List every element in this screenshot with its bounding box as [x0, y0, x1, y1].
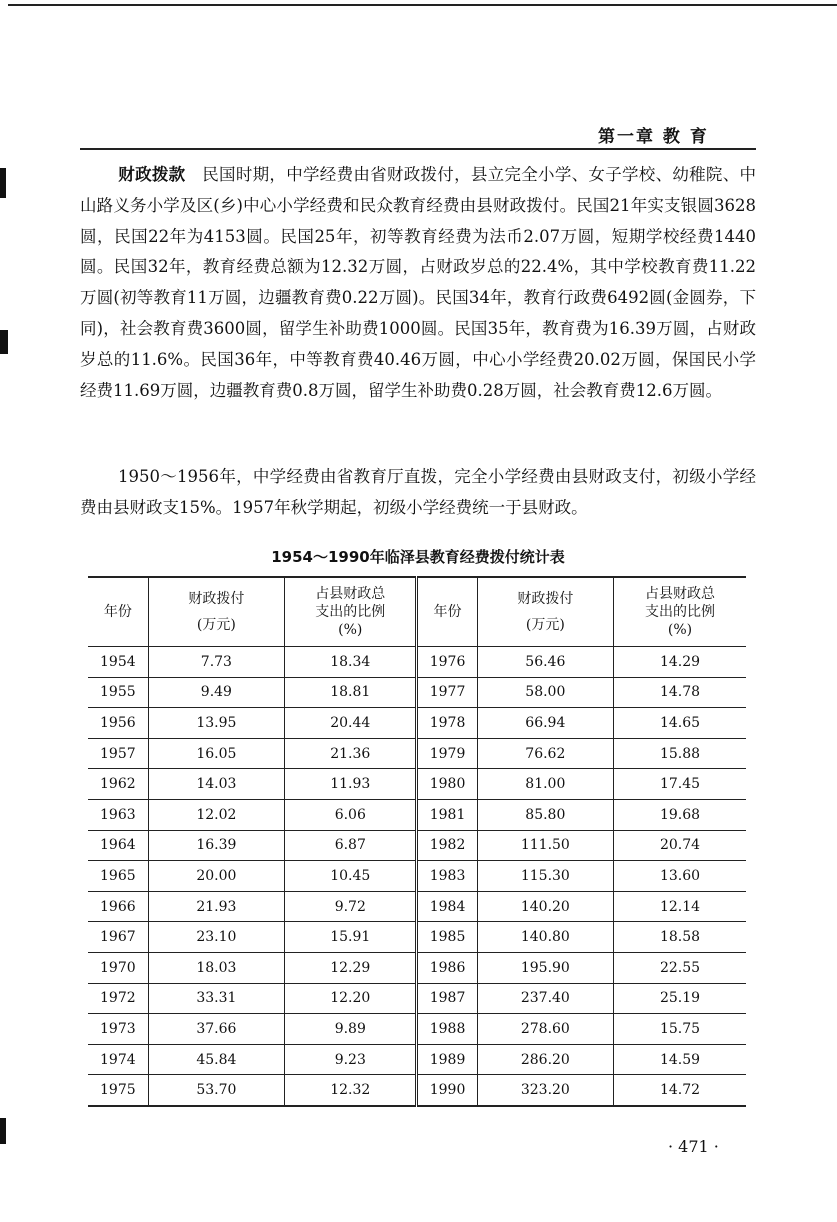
cell-percentage: 14.65	[614, 708, 746, 739]
cell-year: 1964	[88, 830, 148, 861]
cell-amount: 21.93	[148, 891, 284, 922]
cell-amount: 111.50	[477, 830, 613, 861]
table-title: 1954～1990年临泽县教育经费拨付统计表	[271, 548, 565, 566]
cell-year: 1974	[88, 1044, 148, 1075]
cell-percentage: 21.36	[285, 738, 417, 769]
cell-amount: 237.40	[477, 983, 613, 1014]
cell-amount: 195.90	[477, 952, 613, 983]
cell-percentage: 20.74	[614, 830, 746, 861]
table-row	[88, 861, 746, 892]
binding-mark	[0, 168, 6, 198]
cell-percentage: 18.81	[285, 677, 417, 708]
page-number: · 471 ·	[668, 1137, 719, 1156]
table-row	[88, 769, 746, 800]
header-year: 年份	[417, 577, 477, 647]
cell-percentage: 20.44	[285, 708, 417, 739]
cell-percentage: 12.14	[614, 891, 746, 922]
cell-year: 1975	[88, 1075, 148, 1106]
cell-percentage: 12.29	[285, 952, 417, 983]
cell-percentage: 22.55	[614, 952, 746, 983]
cell-year: 1970	[88, 952, 148, 983]
cell-percentage: 9.23	[285, 1044, 417, 1075]
cell-amount: 14.03	[148, 769, 284, 800]
binding-mark	[0, 330, 8, 354]
cell-amount: 115.30	[477, 861, 613, 892]
cell-amount: 9.49	[148, 677, 284, 708]
cell-amount: 85.80	[477, 799, 613, 830]
cell-amount: 140.20	[477, 891, 613, 922]
header-percentage: 占县财政总 支出的比例 (%)	[614, 577, 746, 647]
table-row	[88, 799, 746, 830]
cell-amount: 7.73	[148, 647, 284, 678]
cell-year: 1990	[417, 1075, 477, 1106]
cell-amount: 13.95	[148, 708, 284, 739]
cell-amount: 18.03	[148, 952, 284, 983]
table-header-row	[88, 577, 746, 647]
cell-percentage: 25.19	[614, 983, 746, 1014]
chapter-header-rule	[80, 148, 756, 150]
cell-year: 1980	[417, 769, 477, 800]
table-body	[88, 647, 746, 1106]
cell-amount: 278.60	[477, 1014, 613, 1045]
cell-year: 1982	[417, 830, 477, 861]
cell-amount: 16.39	[148, 830, 284, 861]
cell-year: 1978	[417, 708, 477, 739]
cell-year: 1986	[417, 952, 477, 983]
cell-percentage: 14.78	[614, 677, 746, 708]
cell-amount: 286.20	[477, 1044, 613, 1075]
cell-year: 1977	[417, 677, 477, 708]
cell-amount: 66.94	[477, 708, 613, 739]
paragraph-body: 1950～1956年，中学经费由省教育厅直拨，完全小学经费由县财政支付，初级小学经费由县财政支15%。1957年秋学期起，初级小学经费统一于县财政。	[80, 467, 756, 517]
table-row	[88, 952, 746, 983]
cell-year: 1989	[417, 1044, 477, 1075]
cell-year: 1976	[417, 647, 477, 678]
cell-year: 1955	[88, 677, 148, 708]
education-funding-table	[88, 576, 746, 1107]
cell-amount: 81.00	[477, 769, 613, 800]
cell-amount: 140.80	[477, 922, 613, 953]
cell-year: 1965	[88, 861, 148, 892]
cell-amount: 76.62	[477, 738, 613, 769]
cell-year: 1962	[88, 769, 148, 800]
cell-year: 1985	[417, 922, 477, 953]
cell-percentage: 12.32	[285, 1075, 417, 1106]
cell-year: 1979	[417, 738, 477, 769]
cell-amount: 53.70	[148, 1075, 284, 1106]
cell-amount: 323.20	[477, 1075, 613, 1106]
cell-percentage: 14.72	[614, 1075, 746, 1106]
cell-year: 1983	[417, 861, 477, 892]
cell-percentage: 15.91	[285, 922, 417, 953]
cell-year: 1973	[88, 1014, 148, 1045]
paragraph-lead-term: 财政拨款	[118, 165, 186, 184]
header-year: 年份	[88, 577, 148, 647]
header-amount: 财政拨付 (万元)	[148, 577, 284, 647]
chapter-header: 第一章 教 育	[598, 127, 709, 147]
cell-percentage: 15.75	[614, 1014, 746, 1045]
cell-year: 1966	[88, 891, 148, 922]
binding-mark	[0, 1118, 6, 1144]
table-row	[88, 1014, 746, 1045]
table-row	[88, 647, 746, 678]
cell-amount: 33.31	[148, 983, 284, 1014]
top-border-line	[8, 4, 837, 6]
cell-year: 1956	[88, 708, 148, 739]
cell-year: 1988	[417, 1014, 477, 1045]
table-row	[88, 708, 746, 739]
cell-year: 1957	[88, 738, 148, 769]
cell-percentage: 6.06	[285, 799, 417, 830]
header-percentage: 占县财政总 支出的比例 (%)	[285, 577, 417, 647]
cell-amount: 56.46	[477, 647, 613, 678]
cell-year: 1963	[88, 799, 148, 830]
cell-percentage: 18.58	[614, 922, 746, 953]
cell-amount: 37.66	[148, 1014, 284, 1045]
cell-year: 1954	[88, 647, 148, 678]
paragraph-body: 民国时期，中学经费由省财政拨付，县立完全小学、女子学校、幼稚院、中山路义务小学及区(乡)中心小学经费和民众教育经费由县财政拨付。民国21年实支银圆3628圆，民国22年为4153圆。民国25年，初等教育经费为法币2.07万圆，短期学校经费1440圆。民国32年，教育经费总额为12.32万圆，占财政岁总的22.4%，其中学校教育费11.22万圆(初等教育11万圆，边疆教育费0.22万圆)。民国34年，教育行政费6492圆(金圆券，下同)，社会教育费3600圆，留学生补助费1000圆。民国35年，教育费为16.39万圆，占财政岁总的11.6%。民国36年，中等教育费40.46万圆，中心小学经费20.02万圆，保国民小学经费11.69万圆，边疆教育费0.8万圆，留学生补助费0.28万圆，社会教育费12.6万圆。	[80, 165, 757, 400]
cell-year: 1972	[88, 983, 148, 1014]
cell-amount: 20.00	[148, 861, 284, 892]
table-row	[88, 830, 746, 861]
cell-percentage: 13.60	[614, 861, 746, 892]
cell-amount: 45.84	[148, 1044, 284, 1075]
cell-percentage: 9.72	[285, 891, 417, 922]
cell-amount: 12.02	[148, 799, 284, 830]
cell-percentage: 6.87	[285, 830, 417, 861]
cell-percentage: 14.59	[614, 1044, 746, 1075]
table-row	[88, 1044, 746, 1075]
table-row	[88, 891, 746, 922]
table-row	[88, 922, 746, 953]
cell-percentage: 18.34	[285, 647, 417, 678]
cell-year: 1967	[88, 922, 148, 953]
table-row	[88, 677, 746, 708]
cell-amount: 16.05	[148, 738, 284, 769]
table-row	[88, 983, 746, 1014]
cell-percentage: 19.68	[614, 799, 746, 830]
cell-percentage: 14.29	[614, 647, 746, 678]
cell-year: 1981	[417, 799, 477, 830]
cell-percentage: 10.45	[285, 861, 417, 892]
cell-amount: 58.00	[477, 677, 613, 708]
header-amount: 财政拨付 (万元)	[477, 577, 613, 647]
paragraph-finance-allocation	[80, 160, 756, 406]
cell-percentage: 15.88	[614, 738, 746, 769]
table-row	[88, 738, 746, 769]
cell-percentage: 11.93	[285, 769, 417, 800]
cell-percentage: 17.45	[614, 769, 746, 800]
cell-year: 1987	[417, 983, 477, 1014]
cell-year: 1984	[417, 891, 477, 922]
cell-percentage: 12.20	[285, 983, 417, 1014]
cell-percentage: 9.89	[285, 1014, 417, 1045]
table-row	[88, 1075, 746, 1106]
cell-amount: 23.10	[148, 922, 284, 953]
paragraph-1950s	[80, 462, 756, 524]
